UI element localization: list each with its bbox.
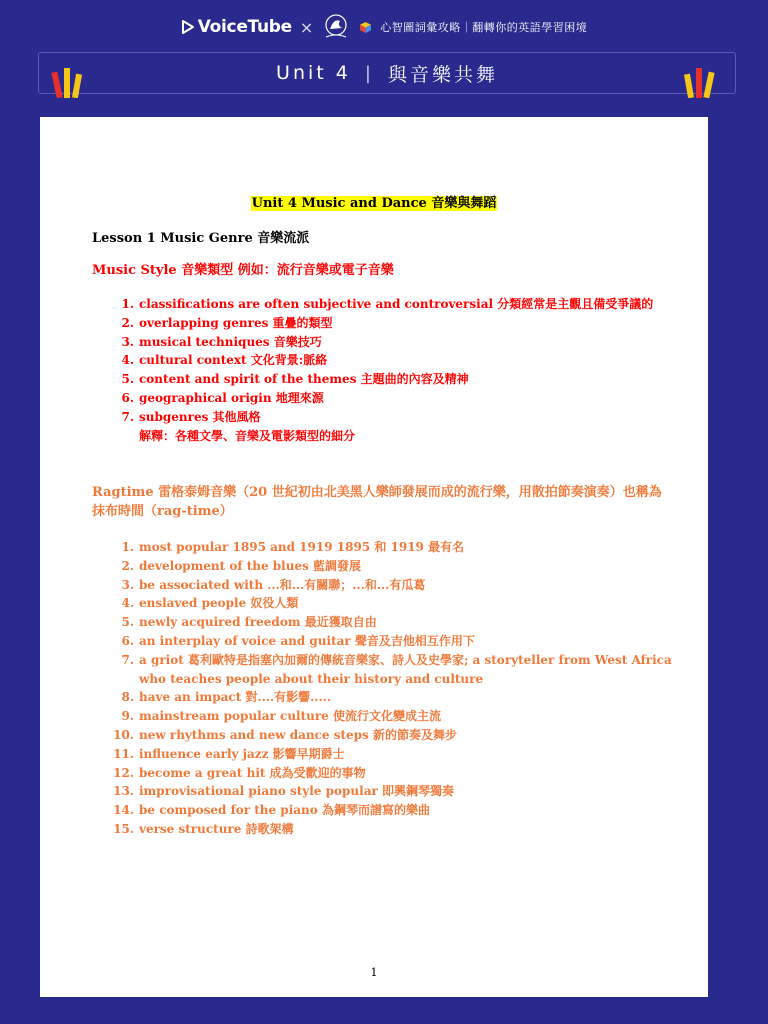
list-item: 8. have an impact 對....有影響.....	[121, 690, 332, 705]
brand-row	[0, 12, 768, 42]
pencils-decoration-icon	[680, 62, 720, 98]
ragtime-heading: Ragtime 雷格泰姆音樂（20 世紀初由北美黑人樂師發展而成的流行樂，用散拍節奏演奏）也稱為抹布時間（rag-time）	[92, 485, 662, 519]
voicetube-play-icon	[181, 19, 195, 35]
list-item: 7. subgenres 其他風格	[121, 409, 261, 424]
list-item: 11. influence early jazz 影響早期爵士	[113, 746, 345, 761]
partner-emblem-icon	[321, 13, 351, 41]
voicetube-logo	[181, 17, 292, 37]
unit-title: 與音樂共舞	[387, 63, 498, 86]
list-item: 3. be associated with ...和...有關聯；...和...有瓜葛	[121, 577, 426, 592]
pencils-decoration-icon	[48, 62, 88, 98]
list-item: 5. content and spirit of the themes 主題曲的內容及精神	[121, 372, 469, 387]
list-item: 14. be composed for the piano 為鋼琴而譜寫的樂曲	[113, 803, 430, 818]
list-item: 15. verse structure 詩歌架構	[113, 821, 294, 836]
list-item: 2. overlapping genres 重疊的類型	[121, 315, 333, 330]
times-sign: ×	[299, 17, 314, 37]
brand-name: VoiceTube	[197, 17, 292, 37]
unit-banner	[38, 52, 736, 94]
list-item: 5. newly acquired freedom 最近獲取自由	[121, 615, 377, 630]
music-style-heading: Music Style 音樂類型 例如：流行音樂或電子音樂	[92, 263, 394, 278]
document-page	[40, 117, 708, 997]
list-note: 解釋：各種文學、音樂及電影類型的細分	[139, 428, 356, 443]
banner-separator: |	[364, 62, 374, 84]
unit-label: Unit 4	[276, 62, 351, 84]
list-item: 2. development of the blues 藍調發展	[121, 558, 362, 573]
list-item: 1. most popular 1895 and 1919 1895 和 1919 最有名	[121, 540, 465, 554]
list-item: 1. classifications are often subjective and controversial 分類經常是主觀且備受爭議的	[121, 297, 654, 311]
list-item: 12. become a great hit 成為受歡迎的事物	[113, 765, 366, 780]
cube-icon	[359, 21, 372, 34]
page-number: 1	[370, 966, 378, 979]
list-item: 4. enslaved people 奴役人類	[121, 596, 299, 611]
list-item: 3. musical techniques 音樂技巧	[121, 334, 322, 349]
list-item: 4. cultural context 文化背景:脈絡	[121, 353, 328, 368]
document-title	[40, 192, 708, 211]
tagline: 心智圖詞彙攻略｜翻轉你的英語學習困境	[380, 21, 588, 34]
list-item: 6. geographical origin 地理來源	[121, 390, 324, 405]
list-item: 6. an interplay of voice and guitar 聲音及吉他相互作用下	[121, 633, 475, 648]
music-style-list	[92, 295, 672, 445]
list-item: 7. a griot 葛利歐特是指塞內加爾的傳統音樂家、詩人及史學家; a storyteller from West Africa who teaches people about their history and culture	[121, 652, 672, 686]
lesson-title: Lesson 1 Music Genre 音樂流派	[92, 231, 310, 246]
list-item: 9. mainstream popular culture 使流行文化變成主流	[121, 709, 441, 724]
list-item: 10. new rhythms and new dance steps 新的節奏及舞步	[113, 727, 457, 742]
document-title-text: Unit 4 Music and Dance 音樂與舞蹈	[251, 196, 497, 211]
list-item: 13. improvisational piano style popular 即興鋼琴獨奏	[113, 784, 454, 799]
ragtime-list	[92, 538, 672, 839]
